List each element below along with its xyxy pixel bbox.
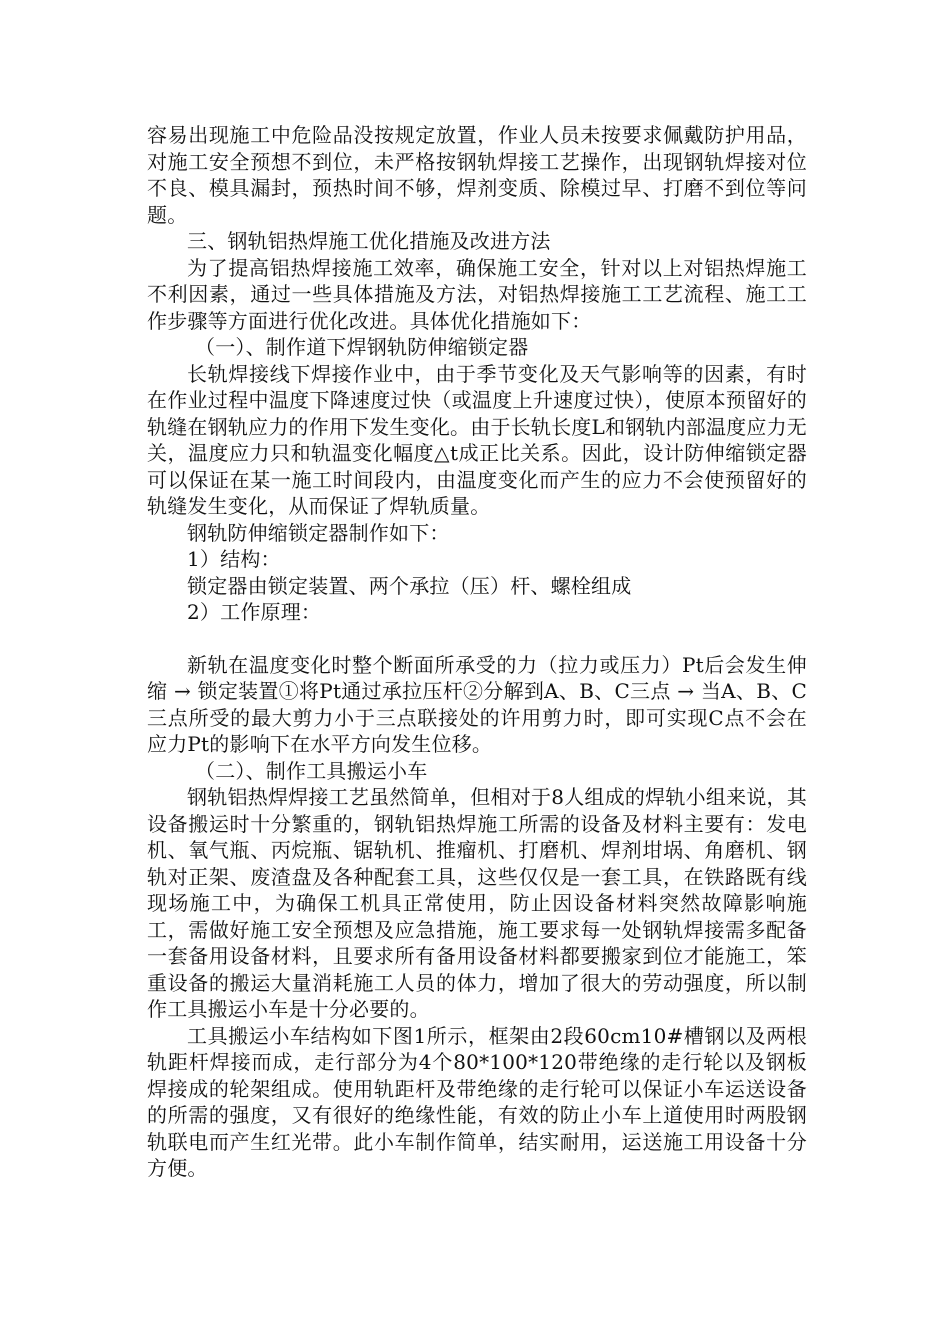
section-heading-3: 三、钢轨铝热焊施工优化措施及改进方法 [187, 229, 551, 253]
paragraph-principle-detail: 新轨在温度变化时整个断面所承受的力（拉力或压力）Pt后会发生伸缩 → 锁定装置①将Pt通过承拉压杆②分解到A、B、C三点 → 当A、B、C三点所受的最大剪力小于三点联接处的许用剪力时，即可实现C点不会在应力Pt的影响下在水平方向发生位移。 [147, 652, 807, 756]
subsection-heading-1: （一）、制作道下焊钢轨防伸缩锁定器 [195, 335, 529, 359]
list-item-principle: 2）工作原理： [187, 600, 322, 624]
paragraph-section-3-intro: 为了提高铝热焊接施工效率，确保施工安全，针对以上对铝热焊施工不利因素，通过一些具体措施及方法，对铝热焊接施工工艺流程、施工工作步骤等方面进行优化改进。具体优化措施如下： [147, 255, 807, 333]
paragraph-lock-background: 长轨焊接线下焊接作业中，由于季节变化及天气影响等的因素，有时在作业过程中温度下降速度过快（或温度上升速度过快），使原本预留好的轨缝在钢轨应力的作用下发生变化。由于长轨长度L和钢轨内部温度应力无关，温度应力只和轨温变化幅度△t成正比关系。因此，设计防伸缩锁定器可以保证在某一施工时间段内，由温度变化而产生的应力不会使预留好的轨缝发生变化，从而保证了焊轨质量。 [147, 361, 807, 518]
paragraph-cart-background: 钢轨铝热焊焊接工艺虽然简单，但相对于8人组成的焊轨小组来说，其设备搬运时十分繁重的，钢轨铝热焊施工所需的设备及材料主要有：发电机、氧气瓶、丙烷瓶、锯轨机、推瘤机、打磨机、焊剂坩埚、角磨机、钢轨对正架、废渣盘及各种配套工具，这些仅仅是一套工具，在铁路既有线现场施工中，为确保工机具正常使用，防止因设备材料突然故障影响施工，需做好施工安全预想及应急措施，施工要求每一处钢轨焊接需多配备一套备用设备材料，且要求所有备用设备材料都要搬家到位才能施工，笨重设备的搬运大量消耗施工人员的体力，增加了很大的劳动强度，所以制作工具搬运小车是十分必要的。 [147, 785, 807, 1021]
paragraph-lock-construction: 钢轨防伸缩锁定器制作如下： [187, 520, 450, 545]
paragraph-intro-continuation: 容易出现施工中危险品没按规定放置，作业人员未按要求佩戴防护用品，对施工安全预想不到位，未严格按钢轨焊接工艺操作，出现钢轨焊接对位不良、模具漏封，预热时间不够，焊剂变质、除模过早、打磨不到位等问题。 [147, 123, 807, 227]
paragraph-cart-structure: 工具搬运小车结构如下图1所示，框架由2段60cm10#槽钢以及两根轨距杆焊接而成，走行部分为4个80*100*120带绝缘的走行轮以及钢板焊接成的轮架组成。使用轨距杆及带绝缘的走行轮可以保证小车运送设备的所需的强度，又有很好的绝缘性能，有效的防止小车上道使用时两股钢轨联电而产生红光带。此小车制作简单，结实耐用，运送施工用设备十分方便。 [147, 1023, 807, 1180]
paragraph-structure-detail: 锁定器由锁定装置、两个承拉（压）杆、螺栓组成 [187, 573, 632, 598]
document-page [147, 122, 807, 1182]
subsection-heading-2: （二）、制作工具搬运小车 [195, 758, 428, 783]
blank-line [147, 626, 807, 652]
list-item-structure: 1）结构： [187, 547, 281, 571]
